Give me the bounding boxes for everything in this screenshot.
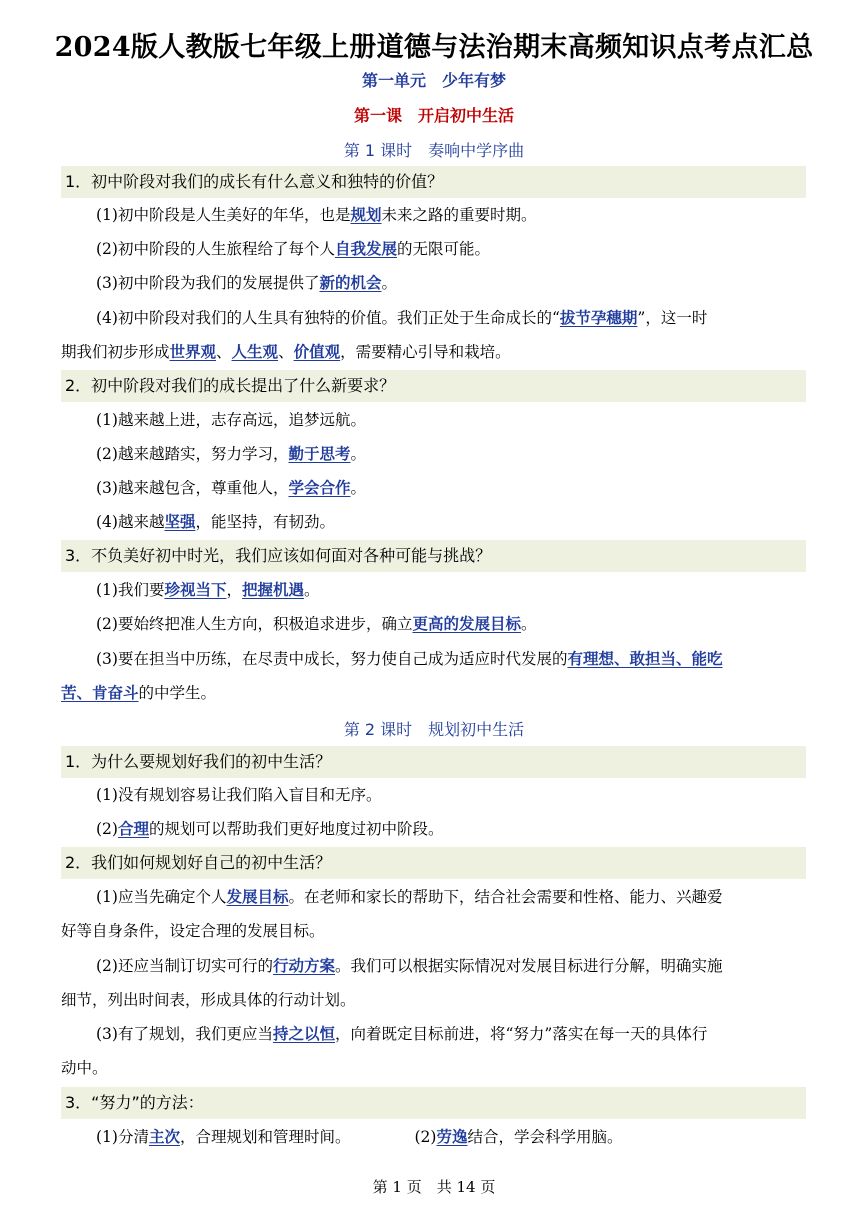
keyword: 主次 bbox=[148, 1127, 180, 1146]
answer-line: 动中。 bbox=[61, 1059, 108, 1077]
keyword: 有理想、敢担当、能吃 bbox=[567, 649, 723, 668]
period-heading-2: 第 2 课时 规划初中生活 bbox=[343, 720, 525, 739]
lesson-heading: 第一课 开启初中生活 bbox=[353, 106, 514, 125]
answer-line: (3)要在担当中历练，在尽责中成长，努力使自己成为适应时代发展的有理想、敢担当、能吃 bbox=[96, 649, 723, 668]
answer-line: (1)我们要珍视当下，把握机遇。 bbox=[96, 580, 320, 599]
answer-line: 细节，列出时间表，形成具体的行动计划。 bbox=[61, 991, 356, 1009]
answer-line: (3)初中阶段为我们的发展提供了新的机会。 bbox=[96, 273, 397, 292]
keyword: 新的机会 bbox=[319, 273, 382, 292]
answer-line: (1)分清主次，合理规划和管理时间。 (2)劳逸结合，学会科学用脑。 bbox=[96, 1127, 623, 1146]
keyword: 把握机遇 bbox=[242, 580, 305, 599]
keyword: 拔节孕穗期 bbox=[559, 308, 638, 327]
page-footer: 第 1 页 共 14 页 bbox=[372, 1178, 496, 1196]
keyword: 更高的发展目标 bbox=[412, 614, 521, 633]
keyword: 发展目标 bbox=[226, 887, 289, 906]
keyword: 规划 bbox=[350, 205, 382, 224]
answer-line: (1)没有规划容易让我们陷入盲目和无序。 bbox=[96, 786, 382, 804]
answer-line: (1)初中阶段是人生美好的年华，也是规划未来之路的重要时期。 bbox=[96, 205, 537, 224]
answer-line: (1)越来越上进，志存高远，追梦远航。 bbox=[96, 411, 366, 429]
keyword: 价值观 bbox=[293, 342, 341, 361]
period-heading-1: 第 1 课时 奏响中学序曲 bbox=[343, 141, 525, 160]
keyword: 珍视当下 bbox=[164, 580, 227, 599]
answer-line: (3)越来越包含，尊重他人，学会合作。 bbox=[96, 478, 366, 497]
keyword: 世界观 bbox=[169, 342, 217, 361]
keyword: 人生观 bbox=[231, 342, 279, 361]
keyword: 行动方案 bbox=[272, 956, 335, 975]
document-title: 2024版人教版七年级上册道德与法治期末高频知识点考点汇总 bbox=[54, 32, 814, 63]
answer-line: (4)初中阶段对我们的人生具有独特的价值。我们正处于生命成长的“拔节孕穗期”，这一时 bbox=[96, 308, 708, 327]
keyword: 坚强 bbox=[164, 512, 196, 531]
keyword: 持之以恒 bbox=[272, 1024, 335, 1043]
question-1: 1．初中阶段对我们的成长有什么意义和独特的价值？ bbox=[61, 166, 806, 198]
question-4: 1．为什么要规划好我们的初中生活？ bbox=[61, 746, 806, 778]
question-3: 3．不负美好初中时光，我们应该如何面对各种可能与挑战？ bbox=[61, 540, 806, 572]
answer-line: 苦、肯奋斗的中学生。 bbox=[61, 683, 217, 702]
question-5: 2．我们如何规划好自己的初中生活？ bbox=[61, 847, 806, 879]
keyword: 苦、肯奋斗 bbox=[61, 683, 139, 702]
keyword: 勤于思考 bbox=[288, 444, 351, 463]
keyword: 劳逸 bbox=[436, 1127, 468, 1146]
answer-line: 好等自身条件，设定合理的发展目标。 bbox=[61, 922, 325, 940]
answer-line: (2)合理的规划可以帮助我们更好地度过初中阶段。 bbox=[96, 819, 444, 838]
keyword: 自我发展 bbox=[334, 239, 397, 258]
keyword: 合理 bbox=[117, 819, 149, 838]
answer-line: 期我们初步形成世界观、人生观、价值观，需要精心引导和栽培。 bbox=[61, 342, 511, 361]
answer-line: (1)应当先确定个人发展目标。在老师和家长的帮助下，结合社会需要和性格、能力、兴趣爱 bbox=[96, 887, 723, 906]
answer-line: (2)要始终把准人生方向，积极追求进步，确立更高的发展目标。 bbox=[96, 614, 537, 633]
answer-line: (2)初中阶段的人生旅程给了每个人自我发展的无限可能。 bbox=[96, 239, 490, 258]
question-6: 3．“努力”的方法： bbox=[61, 1087, 806, 1119]
answer-line: (2)还应当制订切实可行的行动方案。我们可以根据实际情况对发展目标进行分解，明确实施 bbox=[96, 956, 723, 975]
answer-line: (2)越来越踏实，努力学习，勤于思考。 bbox=[96, 444, 366, 463]
question-2: 2．初中阶段对我们的成长提出了什么新要求？ bbox=[61, 370, 806, 402]
unit-heading: 第一单元 少年有梦 bbox=[361, 71, 506, 90]
answer-line: (3)有了规划，我们更应当持之以恒，向着既定目标前进，将“努力”落实在每一天的具体行 bbox=[96, 1024, 708, 1043]
answer-line: (4)越来越坚强，能坚持，有韧劲。 bbox=[96, 512, 335, 531]
keyword: 学会合作 bbox=[288, 478, 351, 497]
